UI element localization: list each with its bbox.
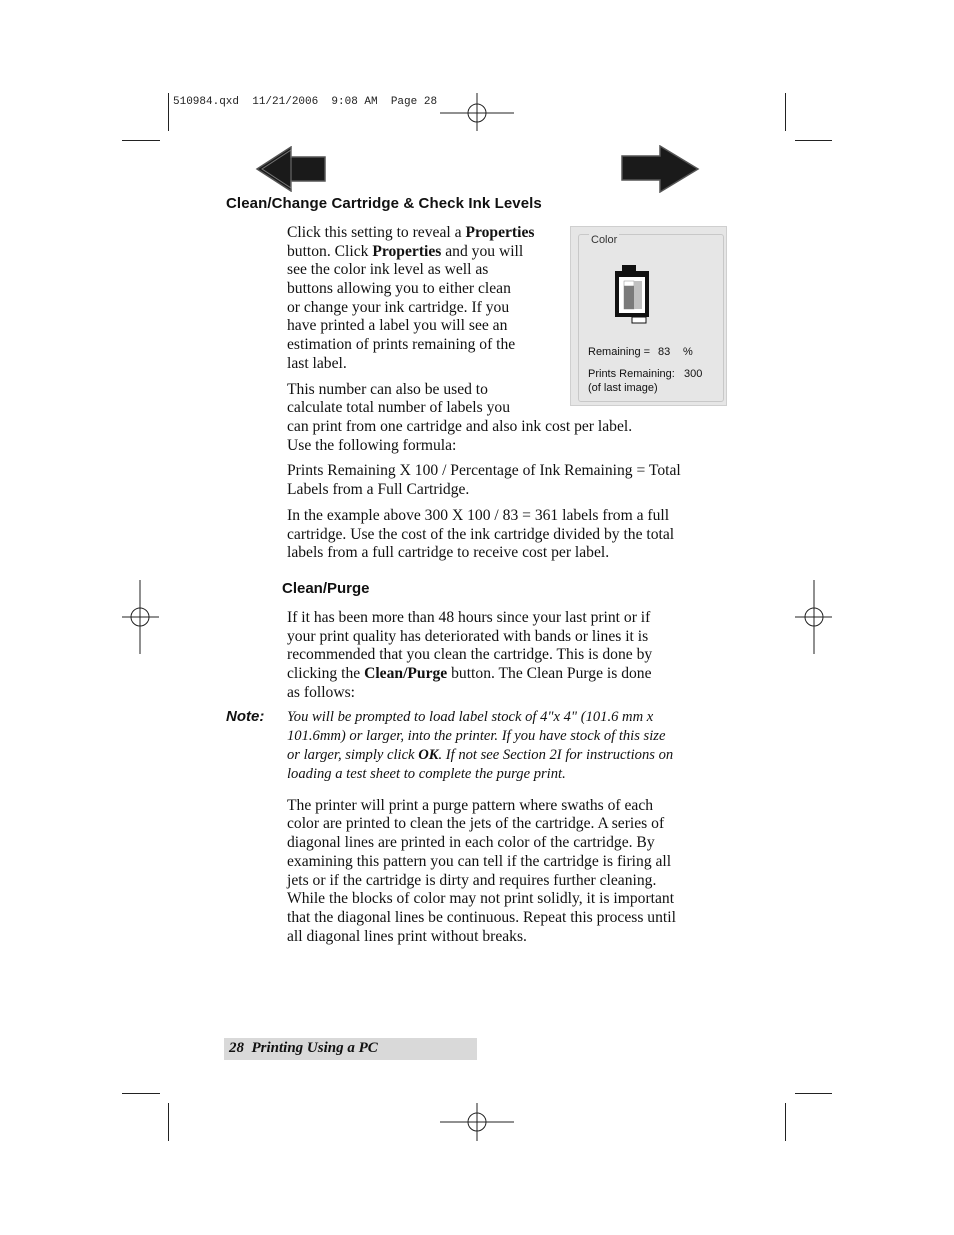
note-label: Note: <box>226 708 265 725</box>
final-line: jets or if the cartridge is dirty and requires further cleaning. <box>287 872 657 889</box>
intro-line: estimation of prints remaining of the <box>287 336 516 353</box>
final-line: color are printed to clean the jets of the cartridge. A series of <box>287 815 665 832</box>
color-group <box>578 234 724 402</box>
color-group-label: Color <box>591 234 618 246</box>
purge-line: your print quality has deteriorated with bands or lines it is <box>287 628 649 645</box>
intro-line: or change your ink cartridge. If you <box>287 299 510 316</box>
footer-text <box>229 1040 378 1057</box>
intro-line: button. Click Properties and you will <box>287 243 524 260</box>
purge-line: as follows: <box>287 684 356 701</box>
calc-line: This number can also be used to <box>287 381 488 398</box>
left-arrow-icon[interactable] <box>254 146 328 192</box>
purge-line: clicking the Clean/Purge button. The Clean Purge is done <box>287 665 652 682</box>
calc-line: calculate total number of labels you <box>287 399 510 416</box>
formula-line: Prints Remaining X 100 / Percentage of Ink Remaining = Total <box>287 462 681 479</box>
note-line: You will be prompted to load label stock of 4"x 4" (101.6 mm x <box>287 709 654 725</box>
section-title: Clean/Change Cartridge & Check Ink Levels <box>226 195 542 212</box>
final-line: that the diagonal lines be continuous. Repeat this process until <box>287 909 676 926</box>
intro-line: last label. <box>287 355 347 372</box>
intro-line: buttons allowing you to either clean <box>287 280 511 297</box>
right-arrow-icon[interactable] <box>620 145 700 193</box>
prints-remaining-value: 300 <box>684 368 703 380</box>
note-line: or larger, simply click OK. If not see Section 2I for instructions on <box>287 747 674 763</box>
calc-line: Use the following formula: <box>287 437 457 454</box>
footer-title: Printing Using a PC <box>251 1040 378 1056</box>
formula-line: Labels from a Full Cartridge. <box>287 481 470 498</box>
remaining-value: 83 <box>658 346 671 358</box>
remaining-unit: % <box>683 346 693 358</box>
subsection-title: Clean/Purge <box>282 580 370 597</box>
purge-line: If it has been more than 48 hours since your last print or if <box>287 609 651 626</box>
calc-line: can print from one cartridge and also ink cost per label. <box>287 418 633 435</box>
ink-cartridge-icon <box>612 261 656 327</box>
print-slug: 510984.qxd 11/21/2006 9:08 AM Page 28 <box>173 96 438 108</box>
remaining-label: Remaining = <box>588 346 651 358</box>
note-line: loading a test sheet to complete the purge print. <box>287 766 566 782</box>
page-footer <box>224 1038 477 1060</box>
note-line: 101.6mm) or larger, into the printer. If you have stock of this size <box>287 728 666 744</box>
intro-line: have printed a label you will see an <box>287 317 508 334</box>
final-line: all diagonal lines print without breaks. <box>287 928 527 945</box>
example-line: cartridge. Use the cost of the ink cartridge divided by the total <box>287 526 675 543</box>
prints-remaining-label: Prints Remaining: <box>588 368 675 380</box>
final-line: examining this pattern you can tell if the cartridge is firing all <box>287 853 672 870</box>
page-number: 28 <box>229 1040 244 1056</box>
prints-remaining-note: (of last image) <box>588 382 658 394</box>
color-panel <box>570 226 727 406</box>
intro-line: see the color ink level as well as <box>287 261 489 278</box>
example-line: labels from a full cartridge to receive cost per label. <box>287 544 610 561</box>
final-line: diagonal lines are printed in each color of the cartridge. By <box>287 834 655 851</box>
example-line: In the example above 300 X 100 / 83 = 361 labels from a full <box>287 507 670 524</box>
final-line: The printer will print a purge pattern where swaths of each <box>287 797 654 814</box>
intro-line: Click this setting to reveal a Properties <box>287 224 535 241</box>
purge-line: recommended that you clean the cartridge. This is done by <box>287 646 653 663</box>
final-line: While the blocks of color may not print solidly, it is important <box>287 890 675 907</box>
